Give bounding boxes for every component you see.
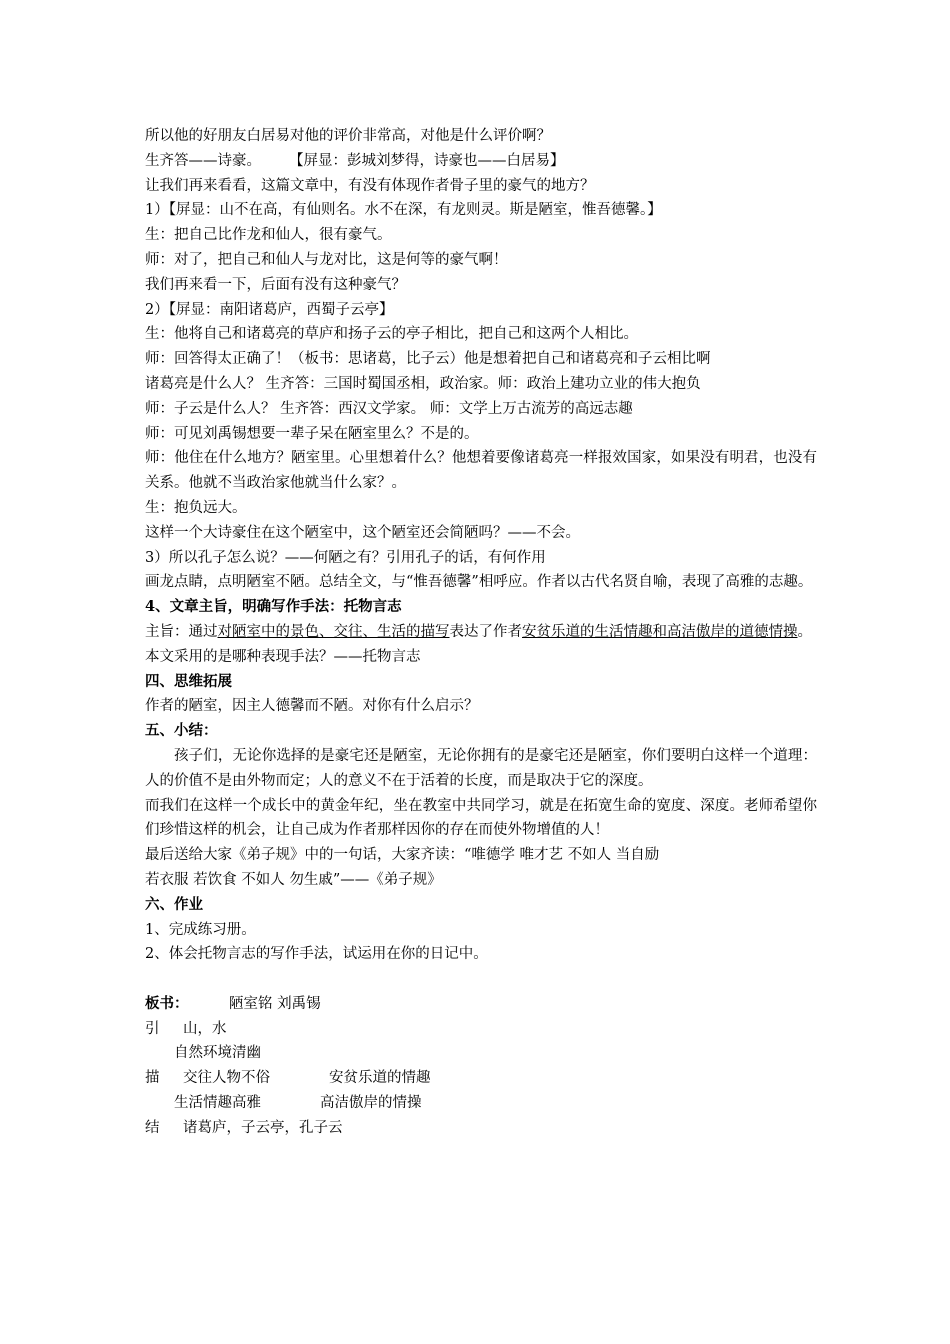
text-line: 3）所以孔子怎么说？——何陋之有？引用孔子的话，有何作用 xyxy=(145,549,546,566)
section-heading: 4、文章主旨，明确写作手法：托物言志 xyxy=(145,598,402,616)
board-row xyxy=(145,1091,817,1116)
text-line: 最后送给大家《弟子规》中的一句话，大家齐读：“唯德学 唯才艺 不如人 当自励 xyxy=(145,847,660,864)
text-segment: 。 xyxy=(797,623,812,640)
section-heading: 四、思维拓展 xyxy=(145,672,232,690)
theme-paragraph xyxy=(145,620,817,645)
underlined-text: 安贫乐道的生活情趣和高洁傲岸的道德情操 xyxy=(522,623,798,640)
document-body xyxy=(145,124,817,1141)
spacer xyxy=(145,967,817,992)
board-item: 山，水 xyxy=(183,1020,227,1037)
text-segment: 表达了作者 xyxy=(449,623,522,640)
homework-item: 2、体会托物言志的写作手法，试运用在你的日记中。 xyxy=(145,946,488,963)
text-line: 若衣服 若饮食 不如人 勿生戚”——《弟子规》 xyxy=(145,871,442,888)
text-paragraph: 画龙点睛，点明陋室不陋。总结全文，与“惟吾德馨”相呼应。作者以古代名贤自喻，表现了高雅的志趣。 xyxy=(145,574,813,591)
board-item: 生活情趣高雅 xyxy=(174,1095,261,1112)
screen-note: 【屏显：彭城刘梦得，诗豪也——白居易】 xyxy=(289,152,565,169)
text-line: 师：对了，把自己和仙人与龙对比，这是何等的豪气啊！ xyxy=(145,251,508,268)
text-line: 本文采用的是哪种表现手法？——托物言志 xyxy=(145,648,421,665)
text-line: 生：把自己比作龙和仙人，很有豪气。 xyxy=(145,227,392,244)
underlined-text: 对陋室中的景色、交往、生活的描写 xyxy=(217,623,450,640)
text-line: 作者的陋室，因主人德馨而不陋。对你有什么启示？ xyxy=(145,698,479,715)
section-heading: 五、小结： xyxy=(145,722,218,740)
text-line: 生：他将自己和诸葛亮的草庐和扬子云的亭子相比，把自己和这两个人相比。 xyxy=(145,326,638,343)
board-row xyxy=(145,1041,817,1066)
text-line: 1）【屏显：山不在高，有仙则名。水不在深，有龙则灵。斯是陋室，惟吾德馨。】 xyxy=(145,202,662,219)
text-segment: 主旨：通过 xyxy=(145,623,218,640)
board-row-label: 结 xyxy=(145,1119,160,1136)
text-paragraph: 孩子们，无论你选择的是豪宅还是陋室，无论你拥有的是豪宅还是陋室，你们要明白这样一个道理：人的价值不是由外物而定；人的意义不在于活着的长度，而是取决于它的深度。 xyxy=(145,747,817,789)
text-line: 生：抱负远大。 xyxy=(145,499,247,516)
board-title: 陋室铭 刘禹锡 xyxy=(229,995,321,1012)
board-item: 高洁傲岸的情操 xyxy=(320,1095,422,1112)
text-line: 师：子云是什么人？ 生齐答：西汉文学家。 师：文学上万古流芳的高远志趣 xyxy=(145,400,633,417)
text-line: 让我们再来看看，这篇文章中，有没有体现作者骨子里的豪气的地方？ xyxy=(145,177,595,194)
text-line: 2）【屏显：南阳诸葛庐，西蜀子云亭】 xyxy=(145,301,394,318)
board-item: 自然环境清幽 xyxy=(174,1045,261,1062)
text-line: 我们再来看一下，后面有没有这种豪气？ xyxy=(145,276,406,293)
board-row xyxy=(145,1066,817,1091)
text-line xyxy=(145,149,817,174)
board-item: 诸葛庐，子云亭，孔子云 xyxy=(183,1119,343,1136)
text-line: 师：回答得太正确了！（板书：思诸葛，比子云）他是想着把自己和诸葛亮和子云相比啊 xyxy=(145,351,711,368)
text-paragraph: 师：他住在什么地方？陋室里。心里想着什么？他想着要像诸葛亮一样报效国家，如果没有明君，也没有关系。他就不当政治家他就当什么家？。 xyxy=(145,450,817,492)
board-row xyxy=(145,1017,817,1042)
board-item: 安贫乐道的情趣 xyxy=(329,1070,431,1087)
section-heading: 六、作业 xyxy=(145,895,203,913)
board-title-row xyxy=(145,992,817,1017)
text-segment: 生齐答——诗豪。 xyxy=(145,152,261,169)
text-line: 这样一个大诗豪住在这个陋室中，这个陋室还会简陋吗？——不会。 xyxy=(145,524,580,541)
board-row-label: 引 xyxy=(145,1020,160,1037)
text-line: 所以他的好朋友白居易对他的评价非常高，对他是什么评价啊？ xyxy=(145,128,551,144)
board-label: 板书： xyxy=(145,994,189,1012)
board-item: 交往人物不俗 xyxy=(183,1070,270,1087)
text-line: 诸葛亮是什么人？ 生齐答：三国时蜀国丞相，政治家。师：政治上建功立业的伟大抱负 xyxy=(145,375,701,392)
text-paragraph: 而我们在这样一个成长中的黄金年纪，坐在教室中共同学习，就是在拓宽生命的宽度、深度。老师希望你们珍惜这样的机会，让自己成为作者那样因你的存在而使外物增值的人！ xyxy=(145,797,817,839)
board-row-label: 描 xyxy=(145,1070,160,1087)
board-row xyxy=(145,1116,817,1141)
homework-item: 1、完成练习册。 xyxy=(145,921,256,938)
text-line: 师：可见刘禹锡想要一辈子呆在陋室里么？不是的。 xyxy=(145,425,479,442)
